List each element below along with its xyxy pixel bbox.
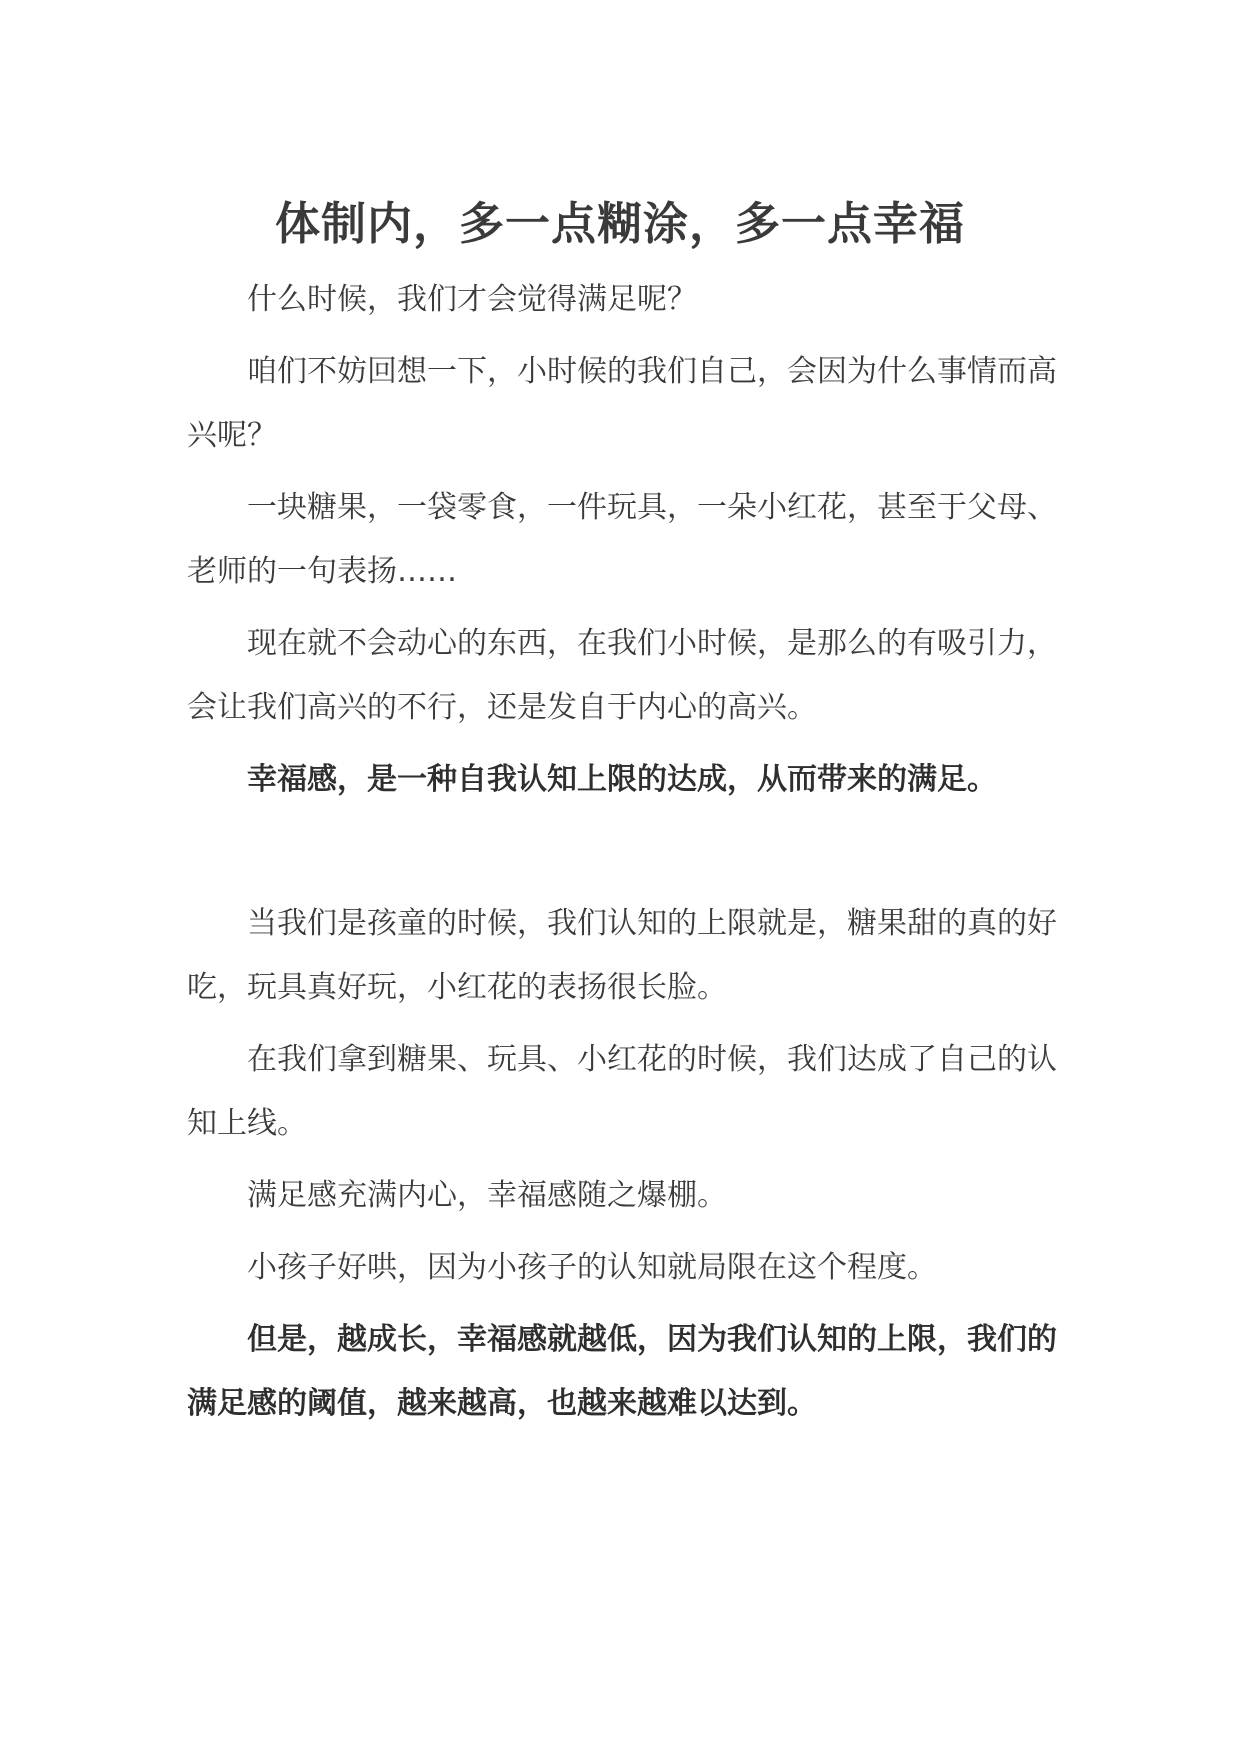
paragraph-10-emphasis: 但是，越成长，幸福感就越低，因为我们认知的上限，我们的满足感的阈值，越来越高，也越来越难以达到。 [187, 1322, 1057, 1421]
paragraph-1: 什么时候，我们才会觉得满足呢？ [247, 282, 697, 317]
paragraph-5-emphasis: 幸福感，是一种自我认知上限的达成，从而带来的满足。 [247, 762, 997, 797]
paragraph-2: 咱们不妨回想一下，小时候的我们自己，会因为什么事情而高兴呢？ [187, 354, 1057, 453]
paragraph-7: 在我们拿到糖果、玩具、小红花的时候，我们达成了自己的认知上线。 [187, 1042, 1057, 1141]
paragraph-8: 满足感充满内心，幸福感随之爆棚。 [247, 1178, 727, 1213]
paragraph-6: 当我们是孩童的时候，我们认知的上限就是，糖果甜的真的好吃，玩具真好玩，小红花的表扬很长脸。 [187, 906, 1057, 1005]
document-title: 体制内，多一点糊涂，多一点幸福 [274, 197, 965, 250]
paragraph-9: 小孩子好哄，因为小孩子的认知就局限在这个程度。 [247, 1250, 937, 1285]
paragraph-3: 一块糖果，一袋零食，一件玩具，一朵小红花，甚至于父母、老师的一句表扬…… [187, 490, 1057, 589]
blank-line [187, 812, 1057, 892]
document-body [187, 268, 1057, 1436]
paragraph-4: 现在就不会动心的东西，在我们小时候，是那么的有吸引力，会让我们高兴的不行，还是发自于内心的高兴。 [187, 626, 1057, 725]
